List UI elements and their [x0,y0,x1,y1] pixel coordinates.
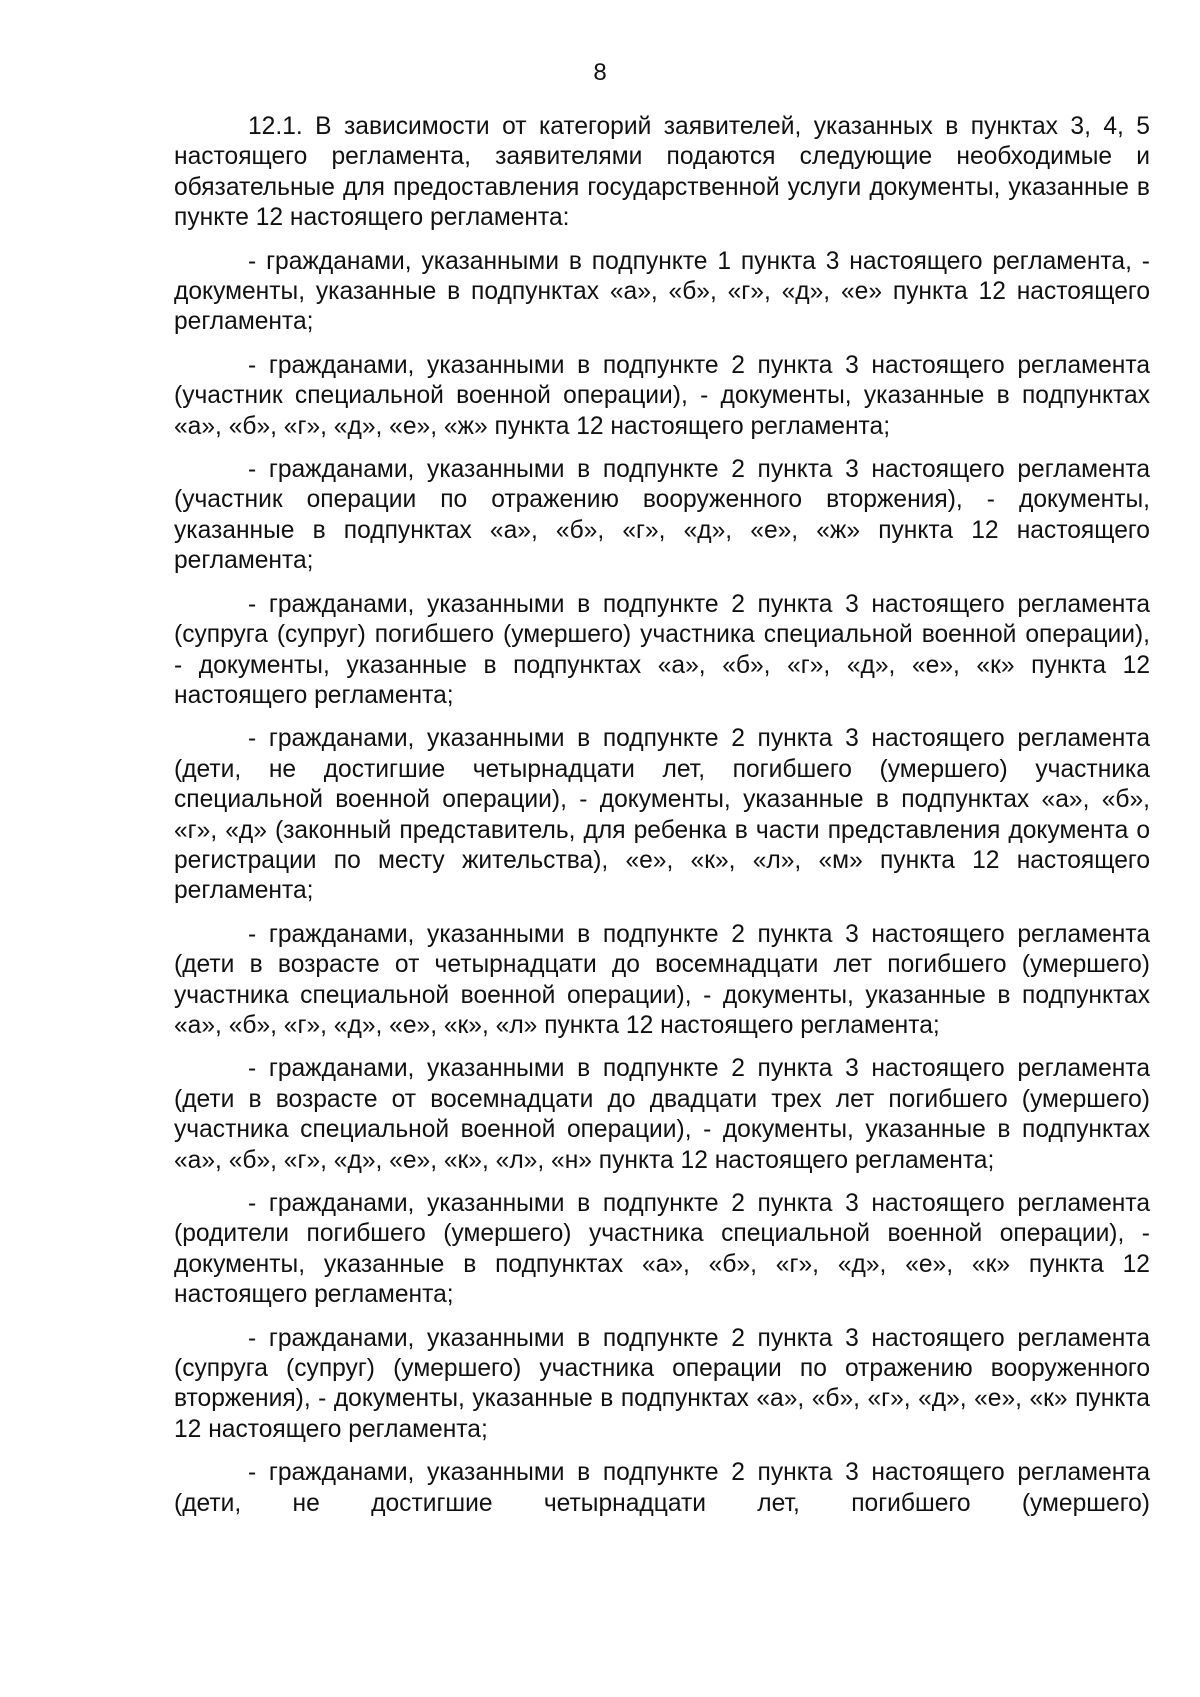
paragraph-12-1: 12.1. В зависимости от категорий заявителей, указанных в пунктах 3, 4, 5 настоящего регламента, заявителями подаются следующие необходимые и обязательные для предоставления государственной услуги документы, указанные в пункте 12 настоящего регламента: [174,113,1150,232]
document-body [174,112,1150,1532]
list-item: - гражданами, указанными в подпункте 2 пункта 3 настоящего регламента (дети, не достигшие четырнадцати лет, погибшего (умершего) [174,1459,1150,1517]
list-item: - гражданами, указанными в подпункте 2 пункта 3 настоящего регламента (супруга (супруг) погибшего (умершего) участника специальной военной операции), - документы, указанные в подпунктах «а», «б», «г», «д», «е», «к» пункта 12 настоящего регламента; [174,590,1150,709]
page-number: 8 [593,59,607,86]
list-item: - гражданами, указанными в подпункте 2 пункта 3 настоящего регламента (участник операции по отражению вооруженного вторжения), - документы, указанные в подпунктах «а», «б», «г», «д», «е», «ж» пункта 12 настоящего регламента; [174,456,1150,575]
list-item: - гражданами, указанными в подпункте 1 пункта 3 настоящего регламента, - документы, указанные в подпунктах «а», «б», «г», «д», «е» пункта 12 настоящего регламента; [174,247,1150,336]
list-item: - гражданами, указанными в подпункте 2 пункта 3 настоящего регламента (участник специальной военной операции), - документы, указанные в подпунктах «а», «б», «г», «д», «е», «ж» пункта 12 настоящего регламента; [174,351,1150,440]
list-item: - гражданами, указанными в подпункте 2 пункта 3 настоящего регламента (дети в возрасте от четырнадцати до восемнадцати лет погибшего (умершего) участника специальной военной операции), - документы, указанные в подпунктах «а», «б», «г», «д», «е», «к», «л» пункта 12 настоящего регламента; [174,920,1150,1039]
list-item: - гражданами, указанными в подпункте 2 пункта 3 настоящего регламента (дети, не достигшие четырнадцати лет, погибшего (умершего) участника специальной военной операции), - документы, указанные в подпунктах «а», «б», «г», «д» (законный представитель, для ребенка в части представления документа о регистрации по месту жительства), «е», «к», «л», «м» пункта 12 настоящего регламента; [174,725,1150,905]
list-item: - гражданами, указанными в подпункте 2 пункта 3 настоящего регламента (супруга (супруг) (умершего) участника операции по отражению вооруженного вторжения), - документы, указанные в подпунктах «а», «б», «г», «д», «е», «к» пункта 12 настоящего регламента; [174,1324,1150,1443]
list-item: - гражданами, указанными в подпункте 2 пункта 3 настоящего регламента (дети в возрасте от восемнадцати до двадцати трех лет погибшего (умершего) участника специальной военной операции), - документы, указанные в подпунктах «а», «б», «г», «д», «е», «к», «л», «н» пункта 12 настоящего регламента; [174,1055,1150,1174]
list-item: - гражданами, указанными в подпункте 2 пункта 3 настоящего регламента (родители погибшего (умершего) участника специальной военной операции), - документы, указанные в подпунктах «а», «б», «г», «д», «е», «к» пункта 12 настоящего регламента; [174,1190,1150,1309]
